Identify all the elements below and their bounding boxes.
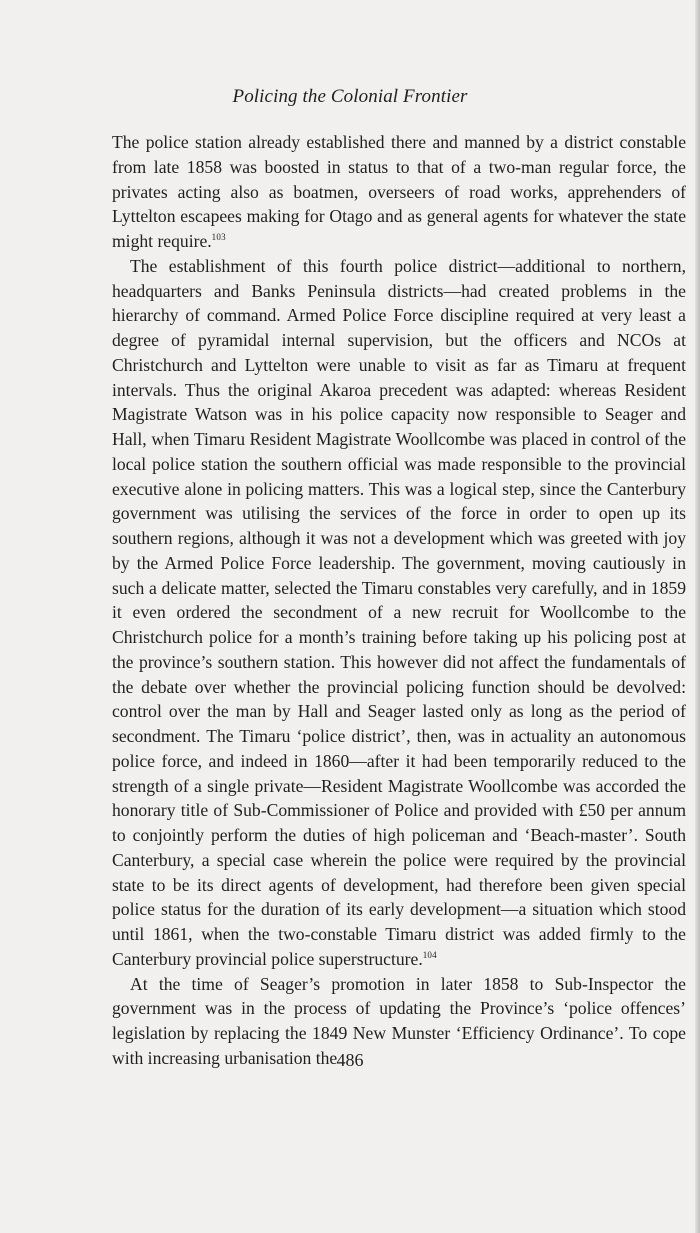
paragraph-3-text: At the time of Seager’s promotion in later 1858 to Sub-Inspector the government was in the process of updating the Province’s ‘police offences’ legislation by replacing the 1849 New Munster ‘Efficiency Ordinance’. To cope with increasing urbanisation the	[112, 973, 686, 1068]
paragraph-1-text: The police station already established there and manned by a district constable from late 1858 was boosted in status to that of a two-man regular force, the privates acting also as boatmen, overseers of road works, apprehenders of Lyttelton escapees making for Otago and as general agents for whatever the state might require.	[112, 132, 686, 251]
running-head: Policing the Colonial Frontier	[232, 86, 468, 107]
paragraph-1	[112, 130, 686, 254]
paragraph-2-text: The establishment of this fourth police district—additional to northern, headquarters and Banks Peninsula districts—had created problems in the hierarchy of command. Armed Police Force discipline required at very least a degree of pyramidal internal supervision, but the officers and NCOs at Christchurch and Lyttelton were unable to visit as far as Timaru at frequent intervals. Thus the original Akaroa precedent was adapted: whereas Resident Magistrate Watson was in his police capacity now responsible to Seager and Hall, when Timaru Resident Magistrate Woollcombe was placed in control of the local police station the southern official was made responsible to the provincial executive alone in policing matters. This was a logical step, since the Canterbury government was utilising the services of the force in order to open up its southern regions, although it was not a development which was greeted with joy by the Armed Police Force leadership. The government, moving cautiously in such a delicate matter, selected the Timaru constables very carefully, and in 1859 it even ordered the secondment of a new recruit for Woollcombe to the Christchurch police for a month’s training before taking up his policing post at the province’s southern station. This however did not affect the fundamentals of the debate over whether the provincial policing function should be devolved: control over the man by Hall and Seager lasted only as long as the period of secondment. The Timaru ‘police district’, then, was in actuality an autonomous police force, and indeed in 1860—after it had been temporarily reduced to the strength of a single private—Resident Magistrate Woollcombe was accorded the honorary title of Sub-Commissioner of Police and provided with £50 per annum to conjointly perform the duties of high policeman and ‘Beach-master’. South Canterbury, a special case wherein the police were required by the provincial state to be its direct agents of development, had therefore been given special police status for the duration of its early development—a situation which stood until 1861, when the two-constable Timaru district was added firmly to the Canterbury provincial police superstructure.	[112, 255, 686, 969]
footnote-ref-103[interactable]: 103	[211, 232, 226, 242]
paragraph-2	[112, 254, 686, 972]
footnote-ref-104[interactable]: 104	[422, 949, 437, 960]
page-number: 486	[336, 1050, 364, 1070]
body-text	[112, 130, 686, 1071]
page-edge	[695, 0, 700, 1233]
